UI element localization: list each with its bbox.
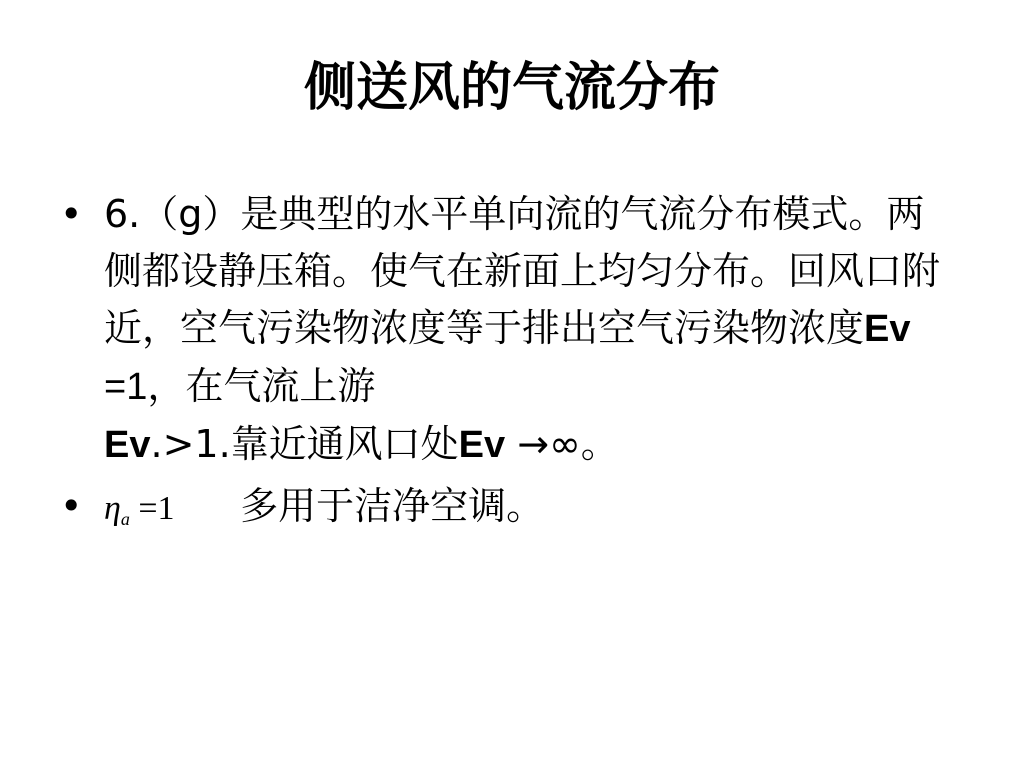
bullet1-seg1: 6.（g）是典型的水平单向流的气流分布模式。两侧都设静压箱。使气在新面上均匀分布。回风口附近，空气污染物浓度等于排出空气污染物浓度	[104, 192, 941, 350]
bullet-dot: •	[60, 484, 83, 528]
slide-title: 侧送风的气流分布	[303, 57, 720, 118]
bullet-item-1	[60, 186, 940, 474]
bullet-text-1	[104, 186, 940, 474]
formula-symbol: η	[104, 490, 121, 527]
bullet-text-2	[104, 478, 940, 548]
formula-subscript: a	[120, 509, 130, 529]
bullet-list	[60, 186, 940, 552]
ev-label-2: Ev	[104, 424, 151, 466]
bullet1-seg3: .>1.靠近通风口处	[150, 422, 459, 466]
ev-label-1: Ev	[864, 308, 911, 350]
bullet-dot: •	[60, 192, 83, 236]
eta-formula	[104, 480, 228, 548]
formula-rhs: =1	[129, 490, 175, 527]
bullet1-seg2: =1，在气流上游	[104, 366, 376, 408]
ev-label-3: Ev	[458, 424, 506, 466]
bullet1-seg4: →∞。	[505, 422, 619, 466]
bullet-item-2	[60, 478, 940, 548]
bullet2-text: 多用于洁净空调。	[228, 484, 545, 528]
